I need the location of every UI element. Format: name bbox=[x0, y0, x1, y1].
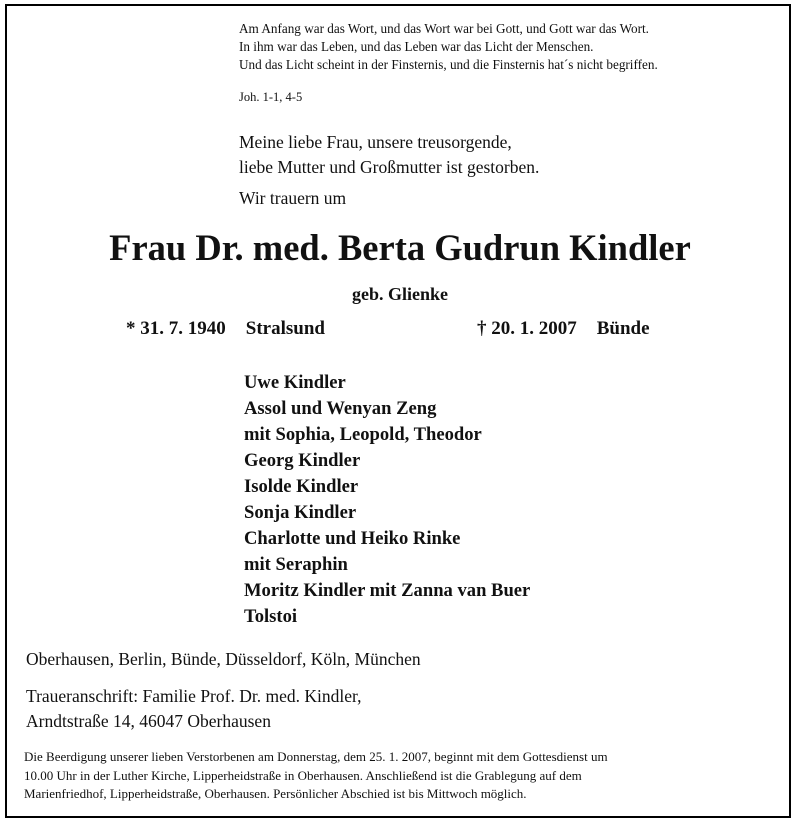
maiden-name: geb. Glienke bbox=[351, 284, 448, 304]
quote-line: In ihm war das Leben, und das Leben war das Licht der Menschen. bbox=[239, 39, 594, 54]
quote-line: Und das Licht scheint in der Finsternis, und die Finsternis hat´s nicht begriffen. bbox=[239, 57, 658, 72]
funeral-line: 10.00 Uhr in der Luther Kirche, Lipperheidstraße in Oberhausen. Anschließend ist die Grablegung auf dem bbox=[24, 767, 582, 783]
intro-line: liebe Mutter und Großmutter ist gestorben. bbox=[239, 157, 540, 177]
family-member: Sonja Kindler bbox=[244, 502, 357, 523]
birth-date: * 31. 7. 1940 bbox=[126, 318, 226, 339]
death-info bbox=[477, 318, 650, 340]
birth-info bbox=[126, 318, 325, 340]
address-line: Arndtstraße 14, 46047 Oberhausen bbox=[26, 711, 271, 731]
family-member: Isolde Kindler bbox=[244, 476, 359, 497]
intro-line: Meine liebe Frau, unsere treusorgende, bbox=[239, 132, 512, 152]
death-place: Bünde bbox=[596, 318, 650, 339]
death-date: † 20. 1. 2007 bbox=[477, 318, 577, 339]
funeral-line: Marienfriedhof, Lipperheidstraße, Oberhausen. Persönlicher Abschied ist bis Mittwoch möglich. bbox=[24, 786, 527, 801]
birth-place: Stralsund bbox=[245, 318, 325, 339]
mourning-line: Wir trauern um bbox=[239, 188, 347, 208]
funeral-line: Die Beerdigung unserer lieben Verstorbenen am Donnerstag, dem 25. 1. 2007, beginnt mit dem Gottesdienst um bbox=[24, 749, 608, 764]
family-member: Assol und Wenyan Zeng bbox=[244, 398, 437, 419]
funeral-details bbox=[24, 748, 608, 804]
family-member: Charlotte und Heiko Rinke bbox=[244, 528, 461, 549]
places-line: Oberhausen, Berlin, Bünde, Düsseldorf, Köln, München bbox=[26, 649, 421, 669]
intro-text bbox=[239, 130, 539, 180]
address-line: Traueranschrift: Familie Prof. Dr. med. Kindler, bbox=[26, 686, 362, 706]
family-list bbox=[244, 370, 530, 630]
family-member: mit Sophia, Leopold, Theodor bbox=[244, 424, 482, 445]
family-member: Uwe Kindler bbox=[244, 372, 346, 393]
family-member: Georg Kindler bbox=[244, 450, 361, 471]
bible-quote bbox=[239, 20, 658, 74]
deceased-name: Frau Dr. med. Berta Gudrun Kindler bbox=[109, 227, 691, 268]
quote-line: Am Anfang war das Wort, und das Wort war bei Gott, und Gott war das Wort. bbox=[239, 21, 649, 36]
mourning-address bbox=[26, 684, 361, 734]
quote-reference: Joh. 1-1, 4-5 bbox=[239, 90, 303, 104]
family-member: Tolstoi bbox=[244, 606, 298, 627]
family-member: mit Seraphin bbox=[244, 554, 348, 575]
family-member: Moritz Kindler mit Zanna van Buer bbox=[244, 580, 531, 601]
